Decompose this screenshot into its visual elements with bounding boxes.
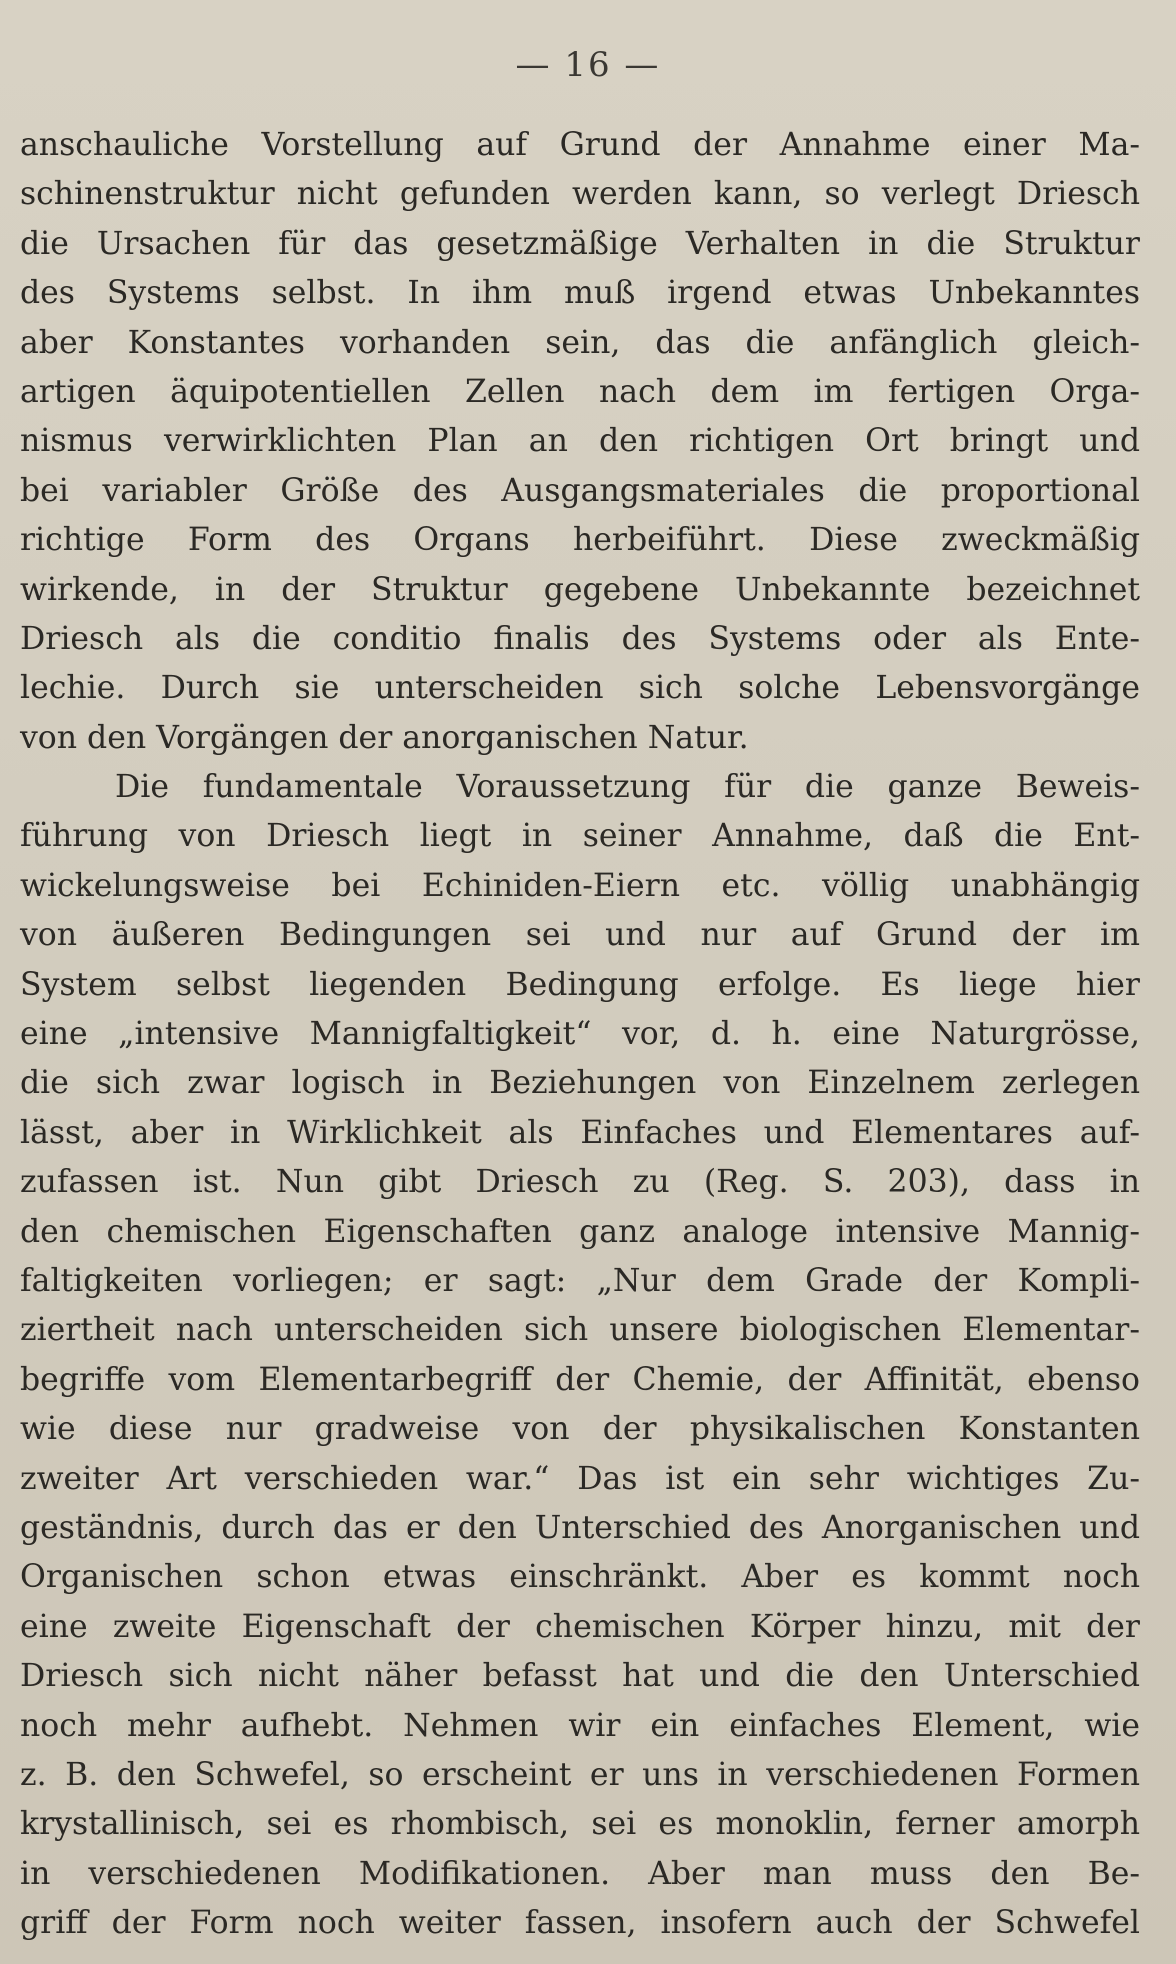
text-line: wie diese nur gradweise von der physikalischen Konstanten xyxy=(20,1411,1140,1448)
text-line: begriffe vom Elementarbegriff der Chemie, der Affinität, ebenso xyxy=(20,1361,1140,1398)
text-line: Die fundamentale Voraussetzung für die ganze Beweis- xyxy=(115,769,1140,806)
page-number-header: — 16 — xyxy=(515,45,661,85)
text-line: führung von Driesch liegt in seiner Annahme, daß die Ent- xyxy=(20,818,1140,855)
text-line: des Systems selbst. In ihm muß irgend etwas Unbekanntes xyxy=(20,275,1140,312)
text-line: Organischen schon etwas einschränkt. Aber es kommt noch xyxy=(20,1559,1140,1596)
body-text xyxy=(20,121,1140,1948)
text-line: richtige Form des Organs herbeiführt. Diese zweckmäßig xyxy=(20,522,1140,559)
text-line: System selbst liegenden Bedingung erfolge. Es liege hier xyxy=(20,966,1140,1003)
text-line: lässt, aber in Wirklichkeit als Einfaches und Elementares auf- xyxy=(20,1114,1140,1151)
text-line: schinenstruktur nicht gefunden werden kann, so verlegt Driesch xyxy=(20,176,1140,213)
text-line: Driesch sich nicht näher befasst hat und die den Unterschied xyxy=(20,1658,1140,1695)
text-line: den chemischen Eigenschaften ganz analoge intensive Mannig- xyxy=(20,1213,1140,1250)
text-line: faltigkeiten vorliegen; er sagt: „Nur dem Grade der Kompli- xyxy=(20,1262,1140,1299)
text-line: in verschiedenen Modifikationen. Aber man muss den Be- xyxy=(20,1855,1140,1892)
text-line: krystallinisch, sei es rhombisch, sei es monoklin, ferner amorph xyxy=(20,1806,1140,1843)
text-line: geständnis, durch das er den Unterschied des Anorganischen und xyxy=(20,1509,1140,1546)
text-line: Driesch als die conditio finalis des Systems oder als Ente- xyxy=(20,620,1140,657)
text-line: von äußeren Bedingungen sei und nur auf Grund der im xyxy=(20,917,1140,954)
text-line: noch mehr aufhebt. Nehmen wir ein einfaches Element, wie xyxy=(20,1707,1140,1744)
text-line: lechie. Durch sie unterscheiden sich solche Lebensvorgänge xyxy=(20,670,1140,707)
text-line: zweiter Art verschieden war.“ Das ist ein sehr wichtiges Zu- xyxy=(20,1460,1140,1497)
text-line: ziertheit nach unterscheiden sich unsere biologischen Elementar- xyxy=(20,1312,1140,1349)
text-line: wickelungsweise bei Echiniden-Eiern etc. völlig unabhängig xyxy=(20,867,1140,904)
text-line: eine „intensive Mannigfaltigkeit“ vor, d. h. eine Naturgrösse, xyxy=(20,1016,1140,1053)
text-line: nismus verwirklichten Plan an den richtigen Ort bringt und xyxy=(20,423,1140,460)
text-line: die sich zwar logisch in Beziehungen von Einzelnem zerlegen xyxy=(20,1065,1140,1102)
text-line: anschauliche Vorstellung auf Grund der Annahme einer Ma- xyxy=(20,127,1140,163)
text-line: zufassen ist. Nun gibt Driesch zu (Reg. S. 203), dass in xyxy=(20,1164,1140,1201)
text-line: griff der Form noch weiter fassen, insofern auch der Schwefel xyxy=(20,1905,1140,1942)
text-line: z. B. den Schwefel, so erscheint er uns in verschiedenen Formen xyxy=(20,1756,1140,1793)
text-line: eine zweite Eigenschaft der chemischen Körper hinzu, mit der xyxy=(20,1608,1140,1645)
text-line: die Ursachen für das gesetzmäßige Verhalten in die Struktur xyxy=(20,225,1140,262)
text-line: von den Vorgängen der anorganischen Natur. xyxy=(20,719,749,756)
text-line: bei variabler Größe des Ausgangsmateriales die proportional xyxy=(20,472,1140,509)
text-line: artigen äquipotentiellen Zellen nach dem im fertigen Orga- xyxy=(20,373,1140,410)
text-line: aber Konstantes vorhanden sein, das die anfänglich gleich- xyxy=(20,324,1140,361)
text-line: wirkende, in der Struktur gegebene Unbekannte bezeichnet xyxy=(20,571,1140,608)
